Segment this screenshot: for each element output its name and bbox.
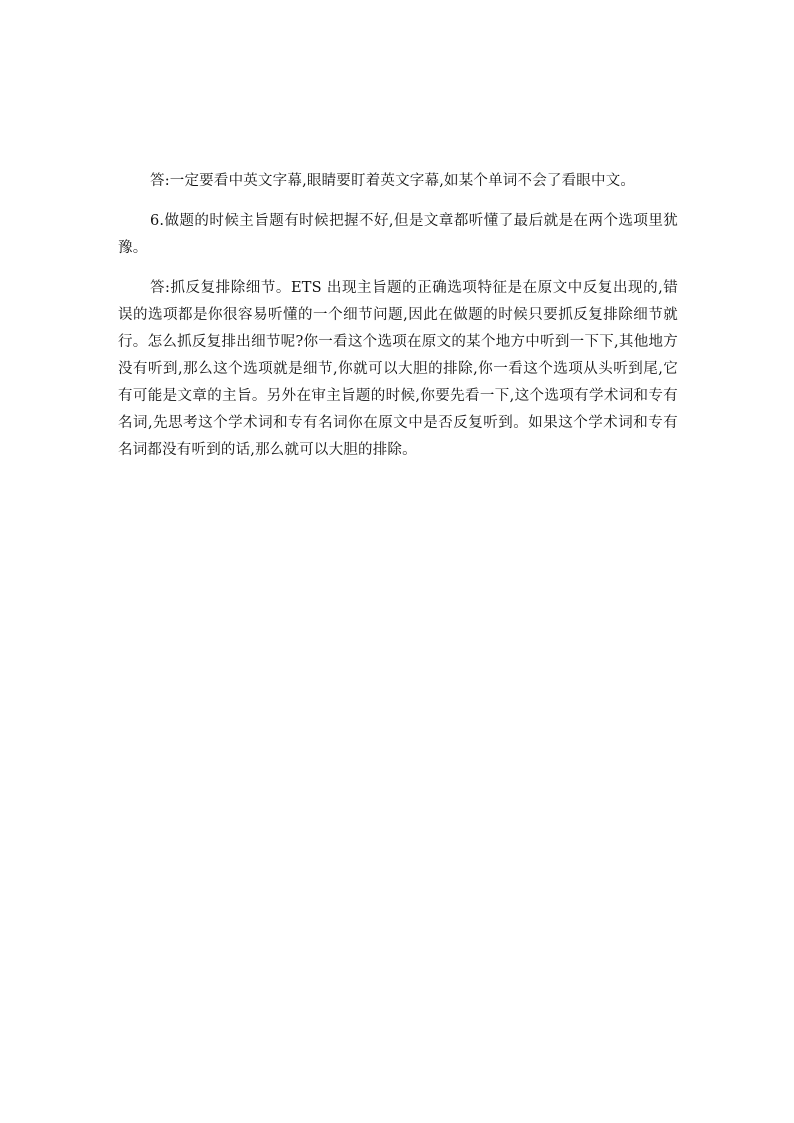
answer-paragraph-6: 答:抓反复排除细节。ETS 出现主旨题的正确选项特征是在原文中反复出现的,错误的选项都是你很容易听懂的一个细节问题,因此在做题的时候只要抓反复排除细节就行。怎么抓反复排出细节呢?你一看这个选项在原文的某个地方中听到一下下,其他地方没有听到,那么这个选项就是细节,你就可以大胆的排除,你一看这个选项从头听到尾,它有可能是文章的主旨。另外在审主旨题的时候,你要先看一下,这个选项有学术词和专有名词,先思考这个学术词和专有名词你在原文中是否反复听到。如果这个学术词和专有名词都没有听到的话,那么就可以大胆的排除。 bbox=[118, 280, 678, 458]
question-paragraph-6: 6.做题的时候主旨题有时候把握不好,但是文章都听懂了最后就是在两个选项里犹豫。 bbox=[118, 213, 678, 256]
document-body bbox=[118, 168, 678, 464]
answer-paragraph-1: 答:一定要看中英文字幕,眼睛要盯着英文字幕,如某个单词不会了看眼中文。 bbox=[150, 173, 636, 189]
